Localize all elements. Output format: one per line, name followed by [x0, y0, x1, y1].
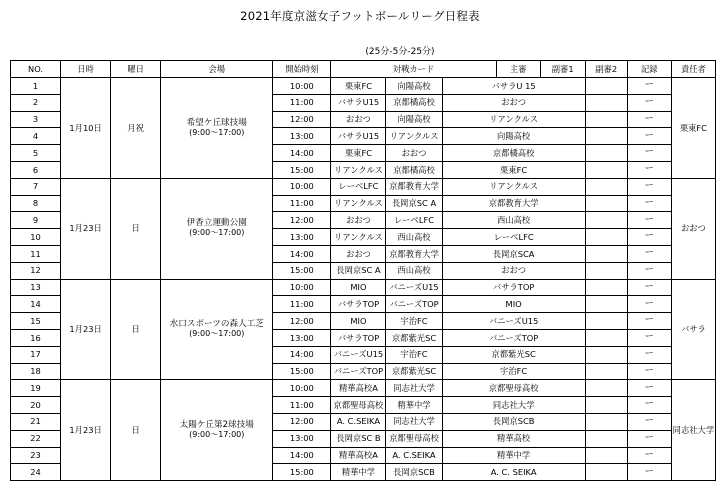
header-match: 対戦カード	[331, 61, 496, 78]
referee-team: MIO	[442, 296, 585, 313]
referee-team: A. C. SEIKA	[442, 464, 585, 481]
venue-cell	[161, 178, 273, 279]
home-team: 精華高校A	[331, 380, 386, 397]
record-cell: ー	[627, 413, 671, 430]
venue-name: 伊香立運動公園	[186, 218, 247, 229]
assistant2-cell	[585, 94, 627, 111]
away-team: 京都教育大学	[386, 178, 442, 195]
record-cell: ー	[627, 430, 671, 447]
venue-cell	[161, 380, 273, 481]
responsible-cell: 同志社大学	[671, 380, 715, 481]
start-time: 15:00	[273, 161, 331, 178]
match-no: 2	[11, 94, 61, 111]
record-cell: ー	[627, 111, 671, 128]
venue-hours: (9:00～17:00)	[189, 127, 245, 137]
record-cell: ー	[627, 279, 671, 296]
start-time: 15:00	[273, 262, 331, 279]
home-team: 京都聖母高校	[331, 397, 386, 414]
away-team: バニーズTOP	[386, 296, 442, 313]
record-cell: ー	[627, 329, 671, 346]
match-no: 10	[11, 229, 61, 246]
assistant2-cell	[585, 161, 627, 178]
weekday-cell: 日	[111, 380, 161, 481]
start-time: 14:00	[273, 145, 331, 162]
responsible-cell: おおつ	[671, 178, 715, 279]
match-no: 9	[11, 212, 61, 229]
home-team: 精華中学	[331, 464, 386, 481]
match-no: 1	[11, 78, 61, 95]
referee-team: リアンクルス	[442, 111, 585, 128]
away-team: A. C.SEIKA	[386, 447, 442, 464]
referee-team: 同志社大学	[442, 397, 585, 414]
referee-team: 京都聖母高校	[442, 380, 585, 397]
home-team: 栗東FC	[331, 78, 386, 95]
start-time: 13:00	[273, 128, 331, 145]
home-team: レーベLFC	[331, 178, 386, 195]
start-time: 10:00	[273, 178, 331, 195]
match-no: 3	[11, 111, 61, 128]
record-cell: ー	[627, 161, 671, 178]
referee-team: レーベLFC	[442, 229, 585, 246]
start-time: 13:00	[273, 430, 331, 447]
header-referee: 主審	[496, 61, 540, 78]
assistant2-cell	[585, 78, 627, 95]
start-time: 12:00	[273, 313, 331, 330]
assistant2-cell	[585, 195, 627, 212]
home-team: おおつ	[331, 245, 386, 262]
table-row	[11, 178, 716, 195]
table-row	[11, 78, 716, 95]
match-no: 7	[11, 178, 61, 195]
assistant2-cell	[585, 329, 627, 346]
referee-team: 西山高校	[442, 212, 585, 229]
away-team: 向陽高校	[386, 78, 442, 95]
schedule-body	[11, 78, 716, 481]
away-team: バニーズU15	[386, 279, 442, 296]
referee-team: バニーズTOP	[442, 329, 585, 346]
match-no: 6	[11, 161, 61, 178]
match-no: 21	[11, 413, 61, 430]
away-team: 西山高校	[386, 229, 442, 246]
match-no: 13	[11, 279, 61, 296]
page-title: 2021年度京滋女子フットボールリーグ日程表	[240, 9, 480, 23]
start-time: 14:00	[273, 245, 331, 262]
referee-team: 向陽高校	[442, 128, 585, 145]
match-no: 24	[11, 464, 61, 481]
start-time: 13:00	[273, 329, 331, 346]
match-no: 11	[11, 245, 61, 262]
referee-team: おおつ	[442, 94, 585, 111]
referee-team: おおつ	[442, 262, 585, 279]
responsible-cell: バサラ	[671, 279, 715, 380]
assistant2-cell	[585, 313, 627, 330]
home-team: バサラU15	[331, 94, 386, 111]
weekday-cell: 日	[111, 279, 161, 380]
home-team: A. C.SEIKA	[331, 413, 386, 430]
away-team: リアンクルス	[386, 128, 442, 145]
away-team: 京都橘高校	[386, 161, 442, 178]
home-team: バサラTOP	[331, 296, 386, 313]
header-record: 記録	[627, 61, 671, 78]
assistant2-cell	[585, 229, 627, 246]
start-time: 13:00	[273, 229, 331, 246]
start-time: 10:00	[273, 380, 331, 397]
weekday-cell: 日	[111, 178, 161, 279]
table-row	[11, 380, 716, 397]
header-weekday: 曜日	[111, 61, 161, 78]
record-cell: ー	[627, 245, 671, 262]
match-no: 23	[11, 447, 61, 464]
home-team: 長岡京SC B	[331, 430, 386, 447]
start-time: 11:00	[273, 94, 331, 111]
header-date: 日時	[61, 61, 111, 78]
header-no: NO.	[11, 61, 61, 78]
assistant2-cell	[585, 178, 627, 195]
date-cell: 1月10日	[61, 78, 111, 179]
away-team: 長岡京SC A	[386, 195, 442, 212]
assistant2-cell	[585, 111, 627, 128]
schedule-table	[10, 60, 716, 481]
away-team: 京都教育大学	[386, 245, 442, 262]
referee-team: バサラTOP	[442, 279, 585, 296]
header-assistant2: 副審2	[585, 61, 627, 78]
record-cell: ー	[627, 313, 671, 330]
assistant2-cell	[585, 245, 627, 262]
venue-hours: (9:00～17:00)	[189, 228, 245, 238]
away-team: 同志社大学	[386, 413, 442, 430]
away-team: 京都紫光SC	[386, 329, 442, 346]
venue-name: 太陽ケ丘第2球技場	[179, 420, 254, 431]
referee-team: リアンクルス	[442, 178, 585, 195]
record-cell: ー	[627, 296, 671, 313]
start-time: 14:00	[273, 447, 331, 464]
venue-hours: (9:00～17:00)	[189, 329, 245, 339]
referee-team: 京都紫光SC	[442, 346, 585, 363]
start-time: 12:00	[273, 212, 331, 229]
assistant2-cell	[585, 380, 627, 397]
match-no: 8	[11, 195, 61, 212]
record-cell: ー	[627, 195, 671, 212]
date-cell: 1月23日	[61, 178, 111, 279]
home-team: リアンクルス	[331, 229, 386, 246]
record-cell: ー	[627, 212, 671, 229]
assistant2-cell	[585, 464, 627, 481]
record-cell: ー	[627, 447, 671, 464]
match-no: 18	[11, 363, 61, 380]
assistant2-cell	[585, 413, 627, 430]
header-venue: 会場	[161, 61, 273, 78]
home-team: おおつ	[331, 212, 386, 229]
record-cell: ー	[627, 78, 671, 95]
assistant2-cell	[585, 346, 627, 363]
match-no: 4	[11, 128, 61, 145]
away-team: 宇治FC	[386, 313, 442, 330]
weekday-cell: 月祝	[111, 78, 161, 179]
match-format-note: (25分-5分-25分)	[365, 47, 435, 57]
referee-team: 栗東FC	[442, 161, 585, 178]
responsible-cell: 栗東FC	[671, 78, 715, 179]
match-no: 19	[11, 380, 61, 397]
referee-team: バニーズU15	[442, 313, 585, 330]
record-cell: ー	[627, 262, 671, 279]
match-no: 16	[11, 329, 61, 346]
away-team: 同志社大学	[386, 380, 442, 397]
referee-team: 京都教育大学	[442, 195, 585, 212]
assistant2-cell	[585, 279, 627, 296]
start-time: 14:00	[273, 346, 331, 363]
record-cell: ー	[627, 94, 671, 111]
away-team: 向陽高校	[386, 111, 442, 128]
header-responsible: 責任者	[671, 61, 715, 78]
home-team: MIO	[331, 313, 386, 330]
venue-hours: (9:00～17:00)	[189, 430, 245, 440]
assistant2-cell	[585, 447, 627, 464]
header-assistant1: 副審1	[540, 61, 585, 78]
referee-team: 宇治FC	[442, 363, 585, 380]
home-team: 長岡京SC A	[331, 262, 386, 279]
record-cell: ー	[627, 145, 671, 162]
assistant2-cell	[585, 397, 627, 414]
assistant2-cell	[585, 430, 627, 447]
match-no: 20	[11, 397, 61, 414]
start-time: 11:00	[273, 195, 331, 212]
referee-team: 長岡京SCB	[442, 413, 585, 430]
header-row	[11, 61, 716, 78]
assistant2-cell	[585, 262, 627, 279]
start-time: 11:00	[273, 296, 331, 313]
record-cell: ー	[627, 229, 671, 246]
home-team: 栗東FC	[331, 145, 386, 162]
match-no: 14	[11, 296, 61, 313]
referee-team: バサラU 15	[442, 78, 585, 95]
assistant2-cell	[585, 363, 627, 380]
assistant2-cell	[585, 128, 627, 145]
referee-team: 精華中学	[442, 447, 585, 464]
home-team: MIO	[331, 279, 386, 296]
start-time: 10:00	[273, 78, 331, 95]
record-cell: ー	[627, 128, 671, 145]
match-no: 17	[11, 346, 61, 363]
match-no: 22	[11, 430, 61, 447]
home-team: バニーズTOP	[331, 363, 386, 380]
start-time: 11:00	[273, 397, 331, 414]
away-team: 京都聖母高校	[386, 430, 442, 447]
record-cell: ー	[627, 380, 671, 397]
venue-name: 希望ケ丘球技場	[186, 117, 247, 128]
away-team: おおつ	[386, 145, 442, 162]
away-team: 精華中学	[386, 397, 442, 414]
assistant2-cell	[585, 212, 627, 229]
home-team: 精華高校A	[331, 447, 386, 464]
start-time: 15:00	[273, 363, 331, 380]
record-cell: ー	[627, 346, 671, 363]
away-team: レーベLFC	[386, 212, 442, 229]
away-team: 宇治FC	[386, 346, 442, 363]
date-cell: 1月23日	[61, 380, 111, 481]
date-cell: 1月23日	[61, 279, 111, 380]
venue-name: 水口スポーツの森人工芝	[169, 319, 264, 330]
home-team: バサラTOP	[331, 329, 386, 346]
start-time: 10:00	[273, 279, 331, 296]
away-team: 西山高校	[386, 262, 442, 279]
header-start-time: 開始時刻	[273, 61, 331, 78]
start-time: 12:00	[273, 111, 331, 128]
record-cell: ー	[627, 397, 671, 414]
away-team: 長岡京SCB	[386, 464, 442, 481]
referee-team: 長岡京SCA	[442, 245, 585, 262]
away-team: 京都橘高校	[386, 94, 442, 111]
home-team: バニーズU15	[331, 346, 386, 363]
assistant2-cell	[585, 145, 627, 162]
match-no: 5	[11, 145, 61, 162]
assistant2-cell	[585, 296, 627, 313]
home-team: バサラU15	[331, 128, 386, 145]
away-team: 京都紫光SC	[386, 363, 442, 380]
start-time: 15:00	[273, 464, 331, 481]
venue-cell	[161, 279, 273, 380]
record-cell: ー	[627, 363, 671, 380]
home-team: おおつ	[331, 111, 386, 128]
home-team: リアンクルス	[331, 195, 386, 212]
match-no: 15	[11, 313, 61, 330]
table-row	[11, 279, 716, 296]
start-time: 12:00	[273, 413, 331, 430]
venue-cell	[161, 78, 273, 179]
record-cell: ー	[627, 178, 671, 195]
home-team: リアンクルス	[331, 161, 386, 178]
record-cell: ー	[627, 464, 671, 481]
match-no: 12	[11, 262, 61, 279]
referee-team: 精華高校	[442, 430, 585, 447]
referee-team: 京都橘高校	[442, 145, 585, 162]
